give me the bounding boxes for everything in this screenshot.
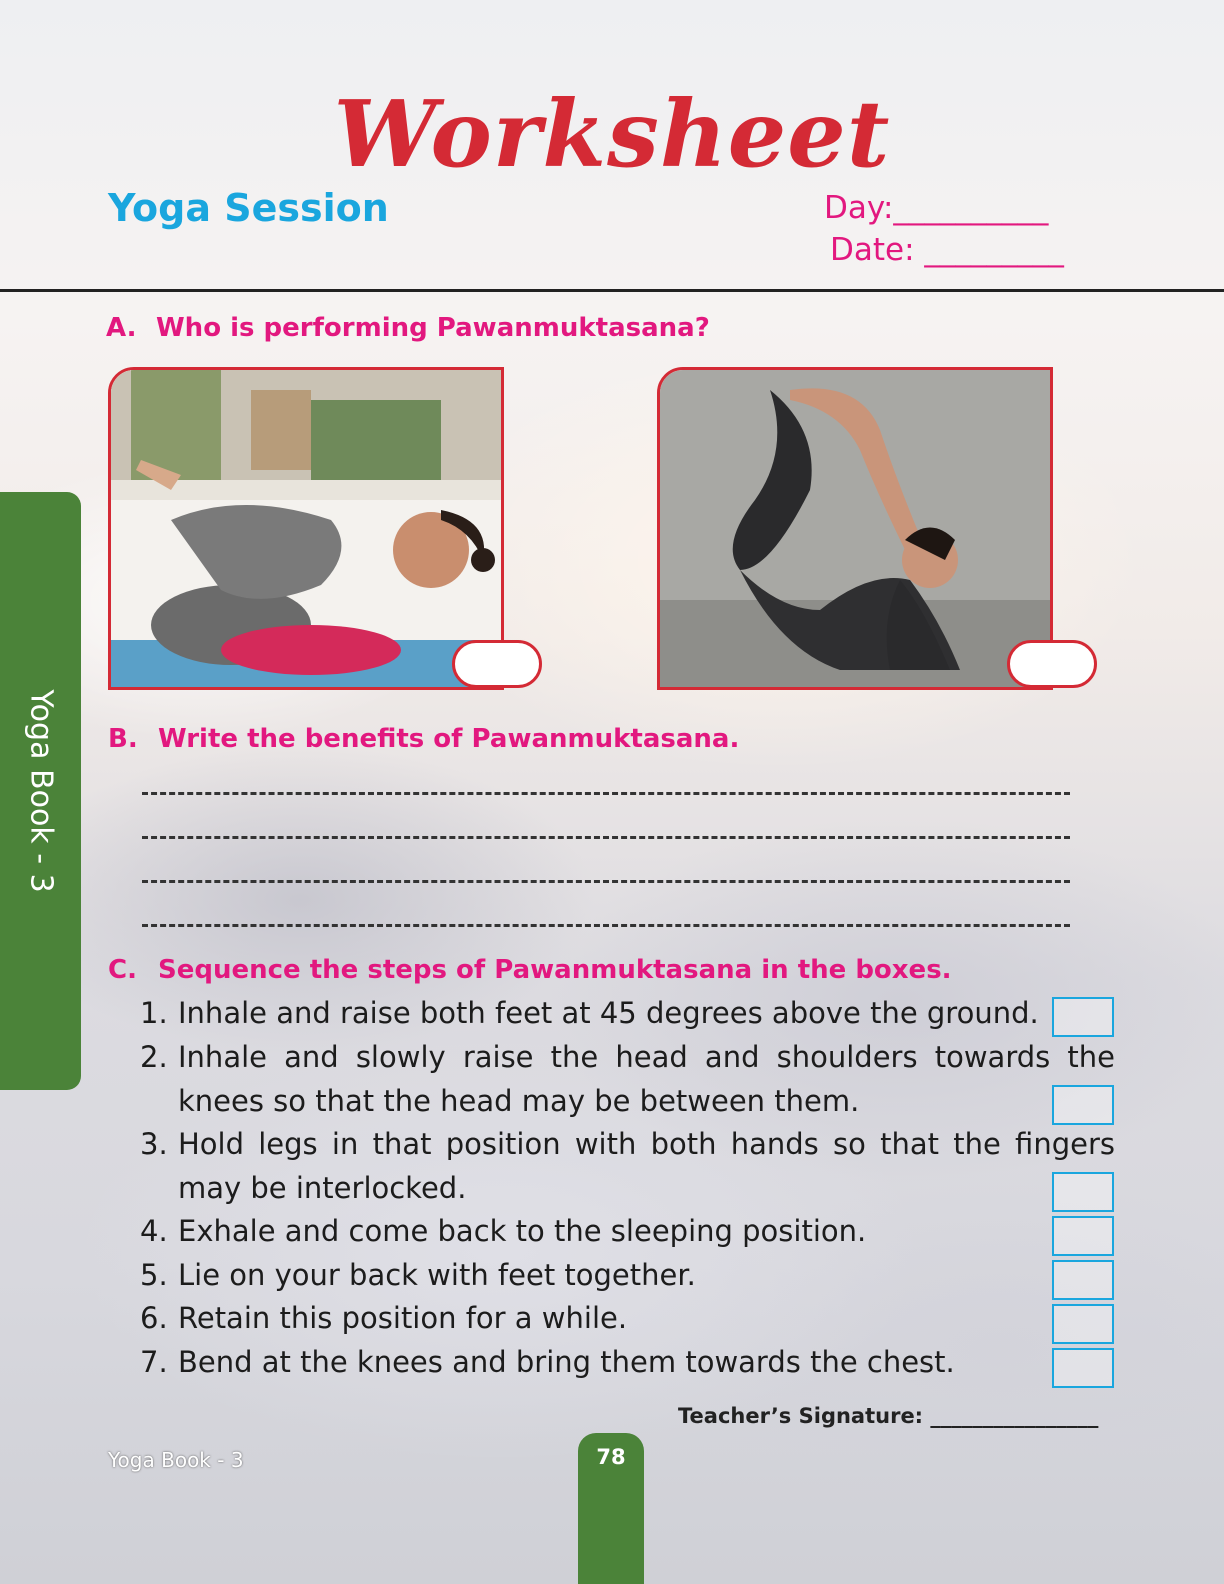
sequence-box-3[interactable] [1052, 1172, 1114, 1212]
day-field[interactable]: Day:__________ [824, 190, 1049, 226]
pawanmuktasana-photo [108, 367, 504, 690]
answer-line-4[interactable] [142, 924, 1070, 927]
section-c-question: Sequence the steps of Pawanmuktasana in the boxes. [158, 955, 952, 985]
woman-bow-pose-icon [660, 370, 1050, 687]
step-number: 6. [140, 1301, 168, 1335]
sequence-box-6[interactable] [1052, 1304, 1114, 1344]
section-b-letter: B. [108, 724, 138, 754]
page-number: 78 [596, 1445, 626, 1469]
step-text: Hold legs in that position with both hands so that the fingers may be interlocked. [178, 1127, 1115, 1205]
step-number: 7. [140, 1345, 168, 1379]
session-subtitle: Yoga Session [108, 186, 389, 230]
step-number: 3. [140, 1127, 168, 1161]
step-number: 2. [140, 1040, 168, 1074]
step-number: 5. [140, 1258, 168, 1292]
side-tab-label: Yoga Book - 3 [23, 689, 59, 893]
answer-line-1[interactable] [142, 792, 1070, 795]
header-divider [0, 289, 1224, 292]
section-a-letter: A. [106, 313, 137, 343]
sequence-box-5[interactable] [1052, 1260, 1114, 1300]
section-a-question: Who is performing Pawanmuktasana? [156, 313, 710, 343]
sequence-box-7[interactable] [1052, 1348, 1114, 1388]
step-2 [140, 1035, 1115, 1123]
step-4 [140, 1209, 1115, 1253]
step-text: Bend at the knees and bring them towards the chest. [178, 1345, 955, 1379]
step-text: Inhale and raise both feet at 45 degrees above the ground. [178, 996, 1039, 1030]
step-text: Lie on your back with feet together. [178, 1258, 696, 1292]
footer-book-label: Yoga Book - 3 [108, 1448, 244, 1472]
step-1 [140, 991, 1115, 1035]
answer-line-2[interactable] [142, 836, 1070, 839]
answer-oval-1[interactable] [452, 640, 542, 688]
section-c-letter: C. [108, 955, 137, 985]
step-5 [140, 1253, 1115, 1297]
step-text: Exhale and come back to the sleeping position. [178, 1214, 867, 1248]
step-text: Retain this position for a while. [178, 1301, 628, 1335]
teacher-signature-field[interactable]: Teacher’s Signature: ________________ [678, 1404, 1099, 1428]
step-number: 1. [140, 996, 168, 1030]
dhanurasana-photo [657, 367, 1053, 690]
section-b-heading [108, 724, 739, 754]
step-number: 4. [140, 1214, 168, 1248]
step-7 [140, 1340, 1115, 1384]
sequence-box-1[interactable] [1052, 997, 1114, 1037]
answer-oval-2[interactable] [1007, 640, 1097, 688]
step-text: Inhale and slowly raise the head and shoulders towards the knees so that the head may be between them. [178, 1040, 1115, 1118]
step-6 [140, 1296, 1115, 1340]
date-field[interactable]: Date: _________ [830, 232, 1064, 268]
step-3 [140, 1122, 1115, 1210]
sequence-box-4[interactable] [1052, 1216, 1114, 1256]
woman-knees-to-chest-pose-icon [111, 370, 501, 687]
section-a-heading [106, 313, 710, 343]
section-c-heading [108, 955, 952, 985]
answer-line-3[interactable] [142, 880, 1070, 883]
sequence-box-2[interactable] [1052, 1085, 1114, 1125]
section-b-question: Write the benefits of Pawanmuktasana. [158, 724, 740, 754]
worksheet-title: Worksheet [333, 80, 891, 188]
